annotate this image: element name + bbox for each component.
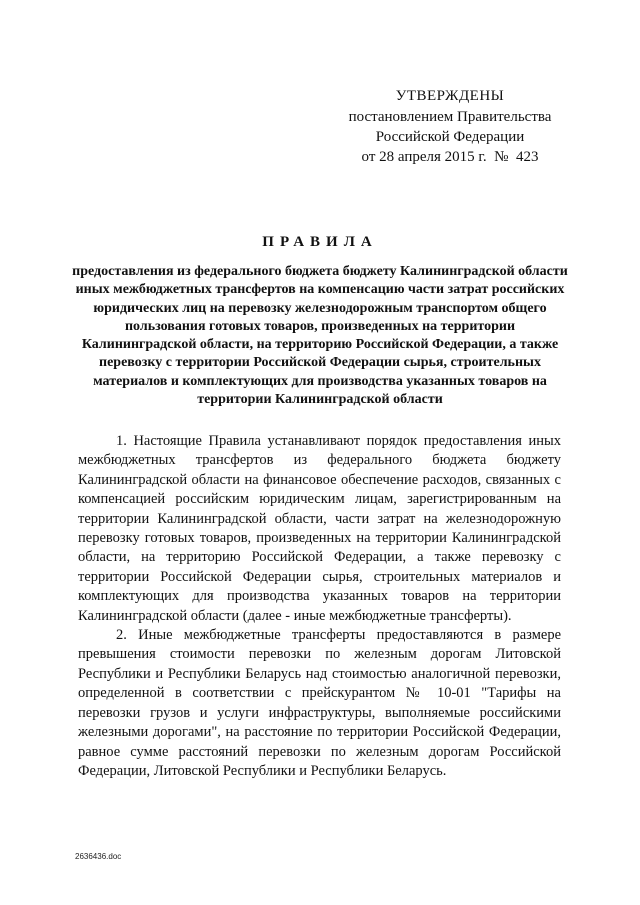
approval-block xyxy=(330,86,570,167)
approval-date-line: от 28 апреля 2015 г. № 423 xyxy=(361,149,539,165)
document-subtitle: предоставления из федерального бюджета бюджету Калининградской области иных межбюджетных трансфертов на компенсацию части затрат российских юридических лиц на перевозку железнодорожным транспортом общего пользования готовых товаров, произведенных на территории Калининградской области, на территорию Российской Федерации, а также перевозку с территории Российской Федерации сырья, строительных материалов и комплектующих для производства указанных товаров на территории Калининградской области xyxy=(72,264,568,408)
footer-doc-code: 2636436.doc xyxy=(75,852,122,861)
approval-line-2: Российской Федерации xyxy=(375,129,525,145)
paragraph-1: 1. Настоящие Правила устанавливают порядок предоставления иных межбюджетных трансфертов из федерального бюджета бюджету Калининградской области на финансовое обеспечение расходов, связанных с компенсацией российским юридическим лицам, зарегистрированным на территории Калининградской области, части затрат на железнодорожную перевозку готовых товаров, произведенных на территории Калининградской области, на территорию Российской Федерации, а также перевозку с территории Российской Федерации сырья, строительных материалов и комплектующих для производства указанных товаров на территории Калининградской области (далее - иные межбюджетные трансферты). xyxy=(78,433,561,624)
document-body xyxy=(78,432,561,781)
document-title: ПРАВИЛА xyxy=(262,234,378,250)
approval-line-1: постановлением Правительства xyxy=(348,109,552,125)
paragraph-2: 2. Иные межбюджетные трансферты предоставляются в размере превышения стоимости перевозки по железным дорогам Литовской Республики и Республики Беларусь над стоимостью аналогичной перевозки, определенной в соответствии с прейскурантом № 10-01 "Тарифы на перевозки грузов и услуги инфраструктуры, выполняемые российскими железными дорогами", на расстояние по территории Российской Федерации, равное сумме расстояний перевозки по железным дорогам Российской Федерации, Литовской Республики и Республики Беларусь. xyxy=(78,627,561,779)
approval-heading: УТВЕРЖДЕНЫ xyxy=(395,88,505,104)
